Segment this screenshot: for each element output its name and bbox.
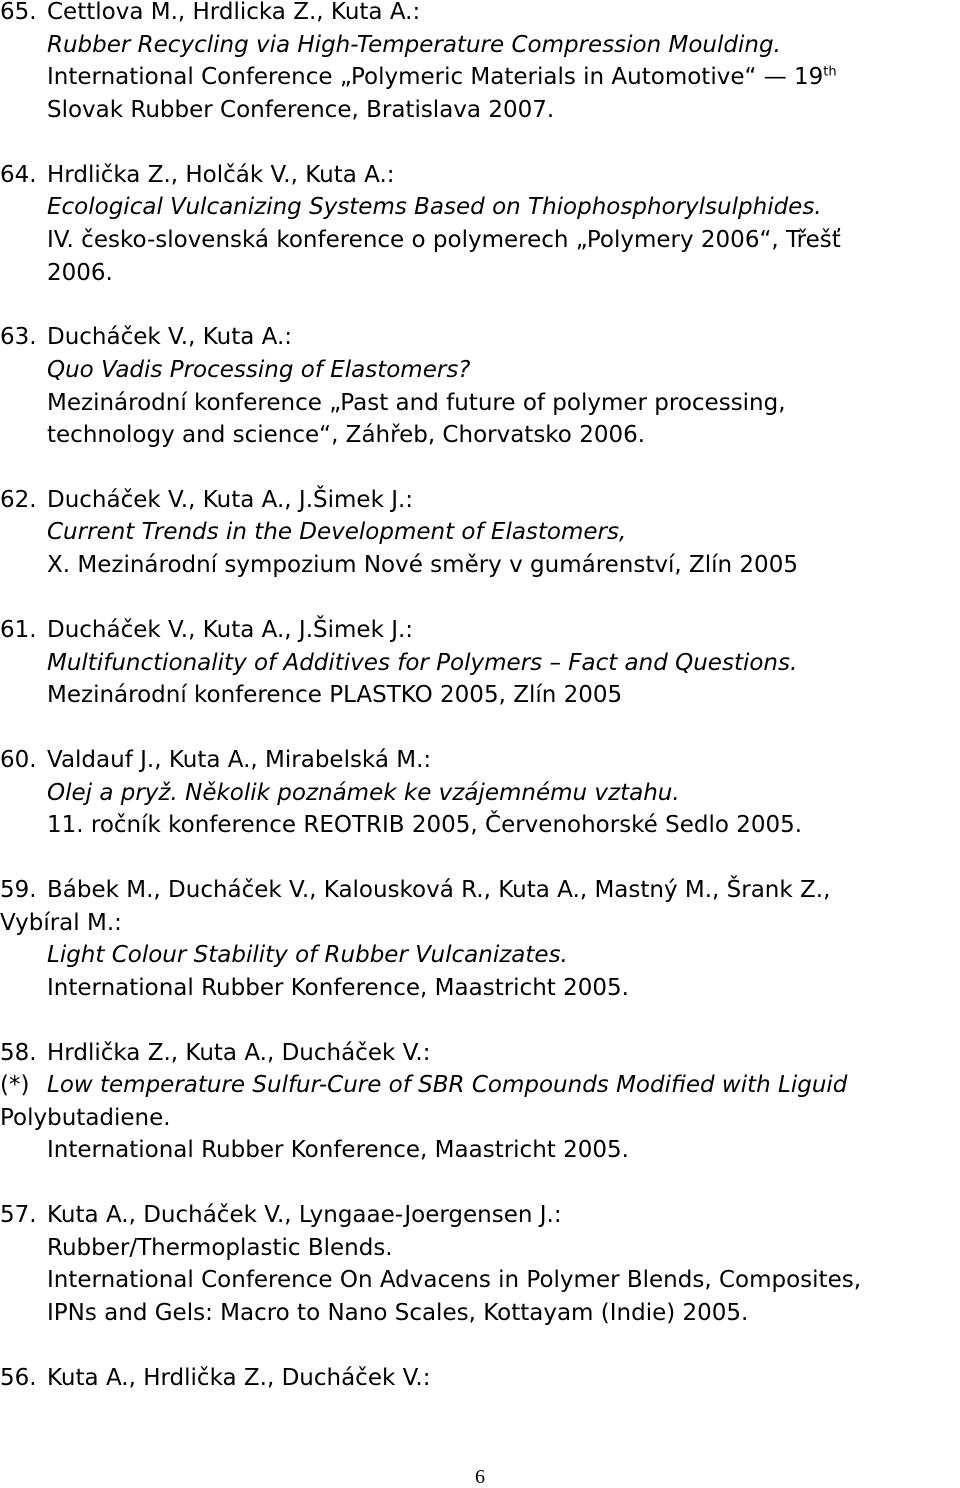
entry-65-authors	[0, 0, 420, 27]
entry-64-title: Ecological Vulcanizing Systems Based on Thiophosphorylsulphides.	[47, 194, 822, 220]
page-number: 6	[475, 1466, 485, 1488]
entry-64-venue-line-1: IV. česko-slovenská konference o polymerech „Polymery 2006“, Třešť	[47, 227, 841, 253]
entry-59-venue-line-1: International Rubber Konference, Maastricht 2005.	[47, 975, 629, 1001]
entry-56-authors	[0, 1363, 430, 1393]
entry-65-title: Rubber Recycling via High-Temperature Compression Moulding.	[47, 32, 781, 58]
entry-63-title: Quo Vadis Processing of Elastomers?	[47, 357, 471, 383]
entry-61-title: Multifunctionality of Additives for Polymers – Fact and Questions.	[47, 650, 798, 676]
entry-authors: Kuta A., Hrdlička Z., Ducháček V.:	[47, 1365, 431, 1391]
entry-60-authors	[0, 745, 431, 775]
entry-59-title: Light Colour Stability of Rubber Vulcanizates.	[47, 942, 568, 968]
entry-65-venue-line-2: Slovak Rubber Conference, Bratislava 2007.	[47, 97, 555, 123]
entry-59-authors-line-1	[0, 875, 830, 905]
entry-number: 60.	[0, 747, 37, 773]
entry-number: 56.	[0, 1365, 37, 1391]
entry-58-venue-line-1: International Rubber Konference, Maastricht 2005.	[47, 1137, 629, 1163]
entry-62-title: Current Trends in the Development of Elastomers,	[47, 519, 627, 545]
entry-60-title: Olej a pryž. Několik poznámek ke vzájemnému vztahu.	[47, 780, 680, 806]
entry-65-venue-line-1	[47, 62, 837, 92]
entry-number: 62.	[0, 487, 37, 513]
entry-60-venue-line-1: 11. ročník konference REOTRIB 2005, Červenohorské Sedlo 2005.	[47, 812, 803, 838]
entry-58-title-line-2: Polybutadiene.	[0, 1105, 171, 1131]
entry-authors: Valdauf J., Kuta A., Mirabelská M.:	[47, 747, 432, 773]
entry-venue-superscript: th	[823, 64, 837, 80]
entry-58-authors	[0, 1038, 430, 1068]
entry-number: 64.	[0, 162, 37, 188]
entry-authors: Bábek M., Ducháček V., Kalousková R., Kuta A., Mastný M., Šrank Z.,	[47, 877, 831, 903]
entry-62-authors	[0, 485, 413, 515]
entry-number: 61.	[0, 617, 37, 643]
entry-63-venue-line-1: Mezinárodní konference „Past and future of polymer processing,	[47, 390, 786, 416]
entry-57-authors	[0, 1200, 562, 1230]
entry-authors: Ducháček V., Kuta A., J.Šimek J.:	[47, 617, 414, 643]
entry-venue-text: International Conference „Polymeric Materials in Automotive“ — 19	[47, 64, 824, 90]
entry-59-authors-line-2: Vybíral M.:	[0, 910, 122, 936]
entry-number: 58.	[0, 1040, 37, 1066]
entry-57-venue-line-2: IPNs and Gels: Macro to Nano Scales, Kottayam (Indie) 2005.	[47, 1300, 749, 1326]
entry-authors: Cettlova M., Hrdlicka Z., Kuta A.:	[47, 0, 421, 25]
entry-title: Low temperature Sulfur-Cure of SBR Compounds Modified with Liguid	[47, 1072, 848, 1098]
entry-number: 63.	[0, 324, 37, 350]
entry-authors: Ducháček V., Kuta A.:	[47, 324, 293, 350]
entry-64-venue-line-2: 2006.	[47, 260, 113, 286]
entry-authors: Kuta A., Ducháček V., Lyngaae-Joergensen J.:	[47, 1202, 562, 1228]
entry-61-venue-line-1: Mezinárodní konference PLASTKO 2005, Zlín 2005	[47, 682, 623, 708]
entry-authors: Hrdlička Z., Holčák V., Kuta A.:	[47, 162, 395, 188]
entry-57-title: Rubber/Thermoplastic Blends.	[47, 1235, 393, 1261]
entry-58-title-line-1	[0, 1070, 847, 1100]
entry-authors: Hrdlička Z., Kuta A., Ducháček V.:	[47, 1040, 431, 1066]
entry-number: 59.	[0, 877, 37, 903]
entry-title-prefix: (*)	[0, 1072, 30, 1098]
entry-61-authors	[0, 615, 413, 645]
entry-57-venue-line-1: International Conference On Advacens in Polymer Blends, Composites,	[47, 1267, 862, 1293]
entry-number: 65.	[0, 0, 37, 25]
entry-number: 57.	[0, 1202, 37, 1228]
entry-authors: Ducháček V., Kuta A., J.Šimek J.:	[47, 487, 414, 513]
entry-63-authors	[0, 322, 292, 352]
entry-63-venue-line-2: technology and science“, Záhřeb, Chorvatsko 2006.	[47, 422, 646, 448]
entry-62-venue-line-1: X. Mezinárodní sympozium Nové směry v gumárenství, Zlín 2005	[47, 552, 798, 578]
entry-64-authors	[0, 160, 395, 190]
